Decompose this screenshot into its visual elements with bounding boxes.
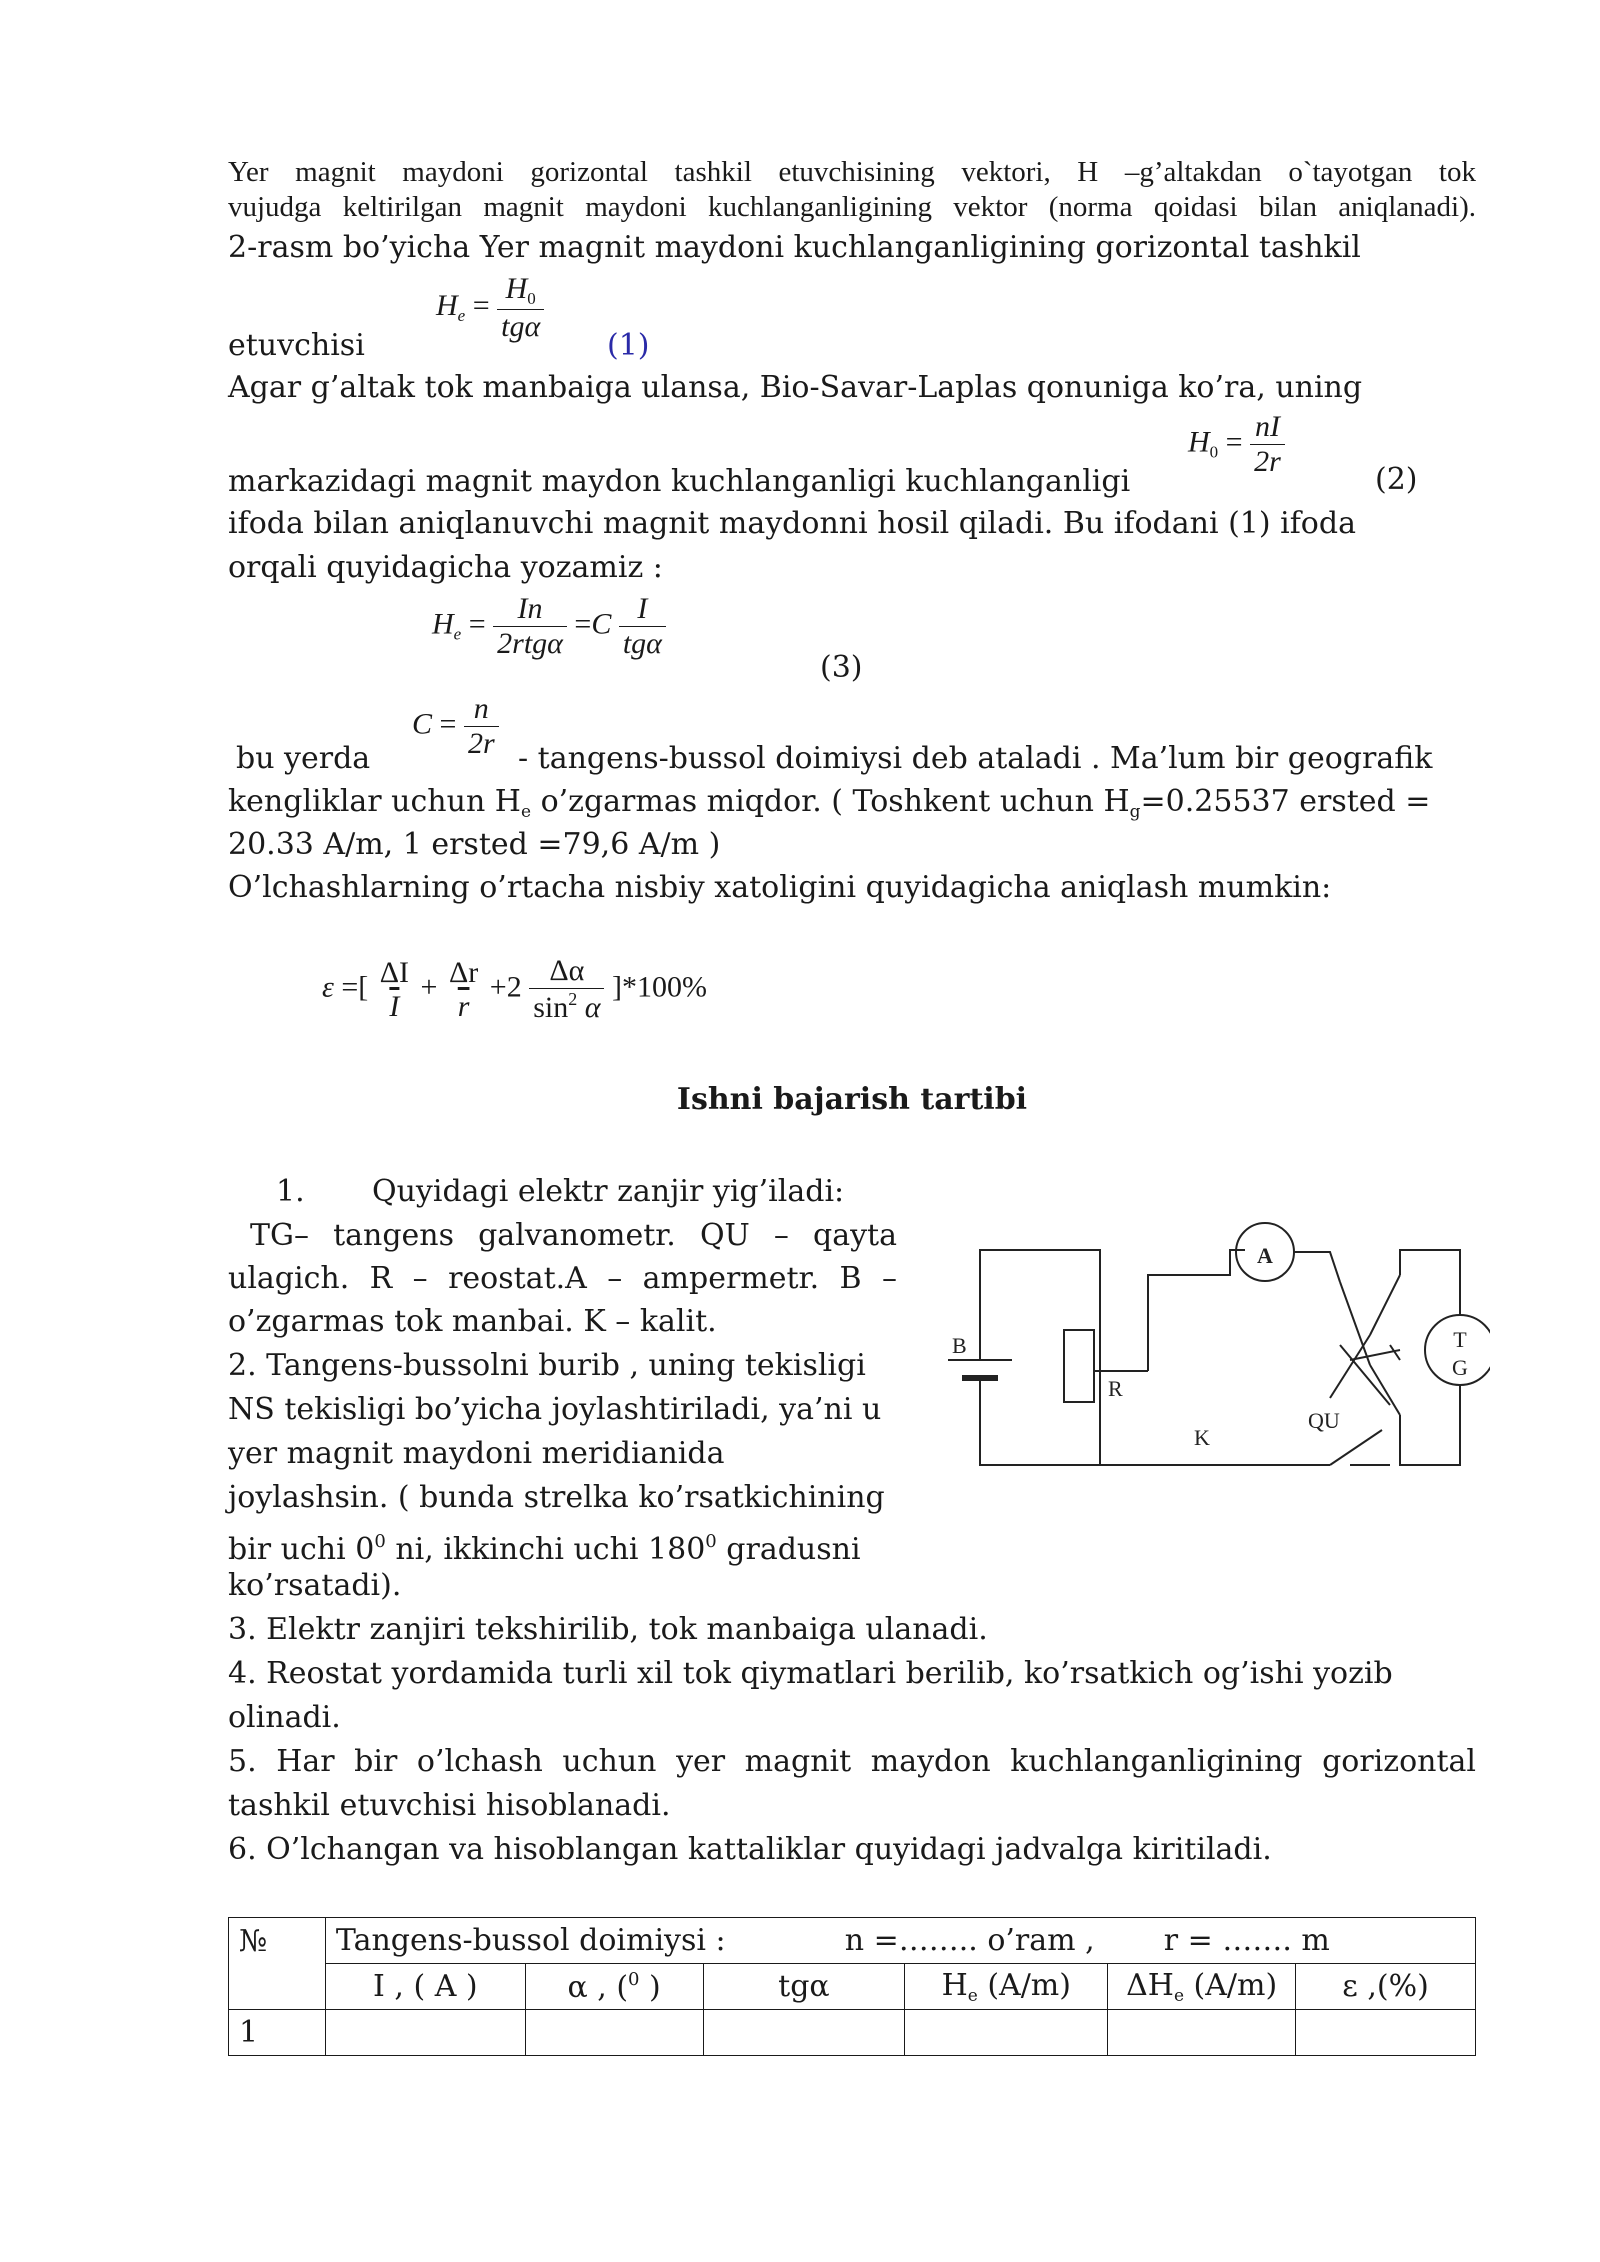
para4-bu-yerda: bu yerda [236, 741, 371, 776]
para3-line-1: Agar g’altak tok manbaiga ulansa, Bio-Savar-Laplas qonuniga ko’ra, uning [228, 370, 1363, 405]
table-cell[interactable] [1296, 2010, 1476, 2056]
reostat-box [1064, 1330, 1094, 1402]
step-2-line-3: yer magnit maydoni meridianida [228, 1436, 725, 1471]
table-cell[interactable] [905, 2010, 1108, 2056]
table-row [229, 2010, 1476, 2056]
wire-left-loop [980, 1250, 1100, 1465]
formula-2-label: (2) [1375, 462, 1418, 497]
table-cell[interactable] [1108, 2010, 1296, 2056]
header-delta-he: $\Delta H_e$ (A/m) [1108, 1964, 1296, 2010]
step-5-line-2: tashkil etuvchisi hisoblanadi. [228, 1788, 671, 1823]
para2-line-2: etuvchisi [228, 328, 365, 363]
header-current: I , ( A ) [325, 1964, 525, 2010]
step-2-line-4: joylashsin. ( bunda strelka ko’rsatkichining [228, 1480, 885, 1515]
para2-line-1: 2-rasm bo’yicha Yer magnit maydoni kuchlanganligining gorizontal tashkil [228, 230, 1361, 265]
results-table [228, 1917, 1476, 2056]
step-3: 3. Elektr zanjiri tekshirilib, tok manbaiga ulanadi. [228, 1612, 988, 1647]
step-2-line-5: bir uchi $0^0$ ni, ikkinchi uchi $180^0$ gradusni [228, 1531, 861, 1567]
para3-line-4: orqali quyidagicha yozamiz : [228, 550, 663, 585]
header-he: $H_e$ (A/m) [905, 1964, 1108, 2010]
tg-label-t: T [1453, 1327, 1467, 1352]
step-1-line-4: o’zgarmas tok manbai. K – kalit. [228, 1304, 717, 1339]
para4-line-1: - tangens-bussol doimiysi deb ataladi . Ma’lum bir geografik [518, 741, 1433, 776]
table-cell[interactable] [703, 2010, 905, 2056]
table-cell[interactable] [525, 2010, 703, 2056]
battery-label: B [952, 1333, 967, 1358]
step-2-line-1: 2. Tangens-bussolni burib , uning tekisligi [228, 1348, 866, 1383]
intro-line-2: vujudga keltirilgan magnit maydoni kuchlanganligining vektor (norma qoidasi bilan aniqlanadi). [228, 191, 1476, 223]
para3-line-2: markazidagi magnit maydon kuchlanganligi kuchlanganligi [228, 464, 1131, 499]
para4-line-4: O’lchashlarning o’rtacha nisbiy xatoligini quyidagicha aniqlash mumkin: [228, 870, 1332, 905]
header-no: № [229, 1918, 326, 2010]
para4-line-3: 20.33 A/m, 1 ersted =79,6 A/m ) [228, 827, 721, 862]
formula-1: $H_e$ = $\frac{H_0}{\text{tgα}}$ [436, 272, 544, 344]
formula-3: $H_e$ = $\frac{In}{\text{2rtgα}}$ =C $\frac{I}{\text{tgα}}$ [432, 592, 666, 661]
para4-line-2: kengliklar uchun $H_e$ o’zgarmas miqdor. ( Toshkent uchun $H_g=0.25537$ ersted = [228, 784, 1431, 822]
formula-4: C = $\frac{n}{2r}$ [412, 692, 499, 761]
formula-2: $H_0$ = $\frac{nI}{2r}$ [1188, 410, 1285, 479]
qu-arm-2 [1370, 1275, 1400, 1335]
step-4-line-1: 4. Reostat yordamida turli xil tok qiymatlari berilib, ko’rsatkich og’ishi yozib [228, 1656, 1393, 1691]
formula-5: ε =[ $\frac{\Delta I}{I}$ + $\frac{\Delta r}{r}$ +2 $\frac{\Delta\alpha}{\sin^2 \alpha}$ ]*100% [322, 954, 707, 1024]
step-2-line-6: ko’rsatadi). [228, 1568, 402, 1603]
step-4-line-2: olinadi. [228, 1700, 341, 1735]
table-row [229, 1964, 1476, 2010]
wire-to-tg-top [1400, 1250, 1460, 1315]
step-6: 6. O’lchangan va hisoblangan kattaliklar quyidagi jadvalga kiritiladi. [228, 1832, 1272, 1867]
step-5-line-1: 5. Har bir o’lchash uchun yer magnit maydon kuchlanganligining gorizontal [228, 1744, 1476, 1779]
row-number: 1 [229, 2010, 326, 2056]
switch-label: K [1194, 1425, 1210, 1450]
formula-3-label: (3) [820, 650, 863, 685]
table-row [229, 1918, 1476, 1964]
qu-arm-1 [1340, 1282, 1370, 1365]
step-2-line-2: NS tekisligi bo’yicha joylashtiriladi, ya’ni u [228, 1392, 882, 1427]
reostat-label: R [1108, 1376, 1123, 1401]
table-cell[interactable] [325, 2010, 525, 2056]
wire-to-tg-bottom [1400, 1385, 1460, 1465]
header-epsilon: ε ,(%) [1296, 1964, 1476, 2010]
step-1-line-3: ulagich. R – reostat.A – ampermetr. B – [228, 1261, 897, 1296]
tg-label-g: G [1452, 1355, 1468, 1380]
step-1-text: Quyidagi elektr zanjir yig’iladi: [372, 1174, 845, 1209]
switch-k-blade [1330, 1430, 1382, 1465]
header-tg: tgα [703, 1964, 905, 2010]
ammeter-label: A [1257, 1243, 1273, 1268]
formula-1-label: (1) [607, 328, 650, 363]
header-alpha: α , ($^0$ ) [525, 1964, 703, 2010]
section-heading: Ishni bajarish tartibi [676, 1082, 1028, 1117]
step-1-number: 1. [276, 1174, 305, 1209]
header-constant: Tangens-bussol doimiysi : n =…….. o’ram , r = ……. m [325, 1918, 1475, 1964]
step-1-line-2: TG– tangens galvanometr. QU – qayta [250, 1218, 897, 1253]
intro-line-1: Yer magnit maydoni gorizontal tashkil etuvchisining vektori, H –g’altakdan o`tayotgan tok [228, 156, 1476, 188]
circuit-diagram [930, 1220, 1490, 1470]
qu-label: QU [1308, 1408, 1340, 1433]
para3-line-3: ifoda bilan aniqlanuvchi magnit maydonni hosil qiladi. Bu ifodani (1) ifoda [228, 506, 1356, 541]
